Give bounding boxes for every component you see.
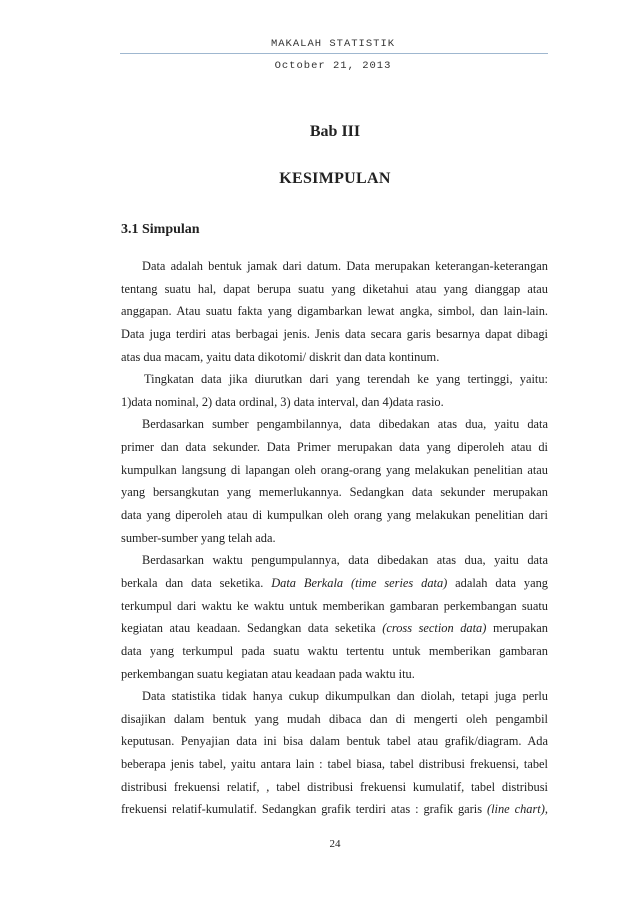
text-run: berkala dan data seketika. <box>121 575 272 590</box>
text-line: atas dua macam, yaitu data dikotomi/ diskrit dan data kontinum. <box>121 349 440 364</box>
text-run: adalah data yang <box>447 575 548 590</box>
chapter-title: KESIMPULAN <box>279 170 391 187</box>
running-header-title: MAKALAH STATISTIK <box>270 38 396 50</box>
italic-term: Data Berkala (time series data) <box>271 575 448 590</box>
header-rule <box>120 53 548 54</box>
italic-term: (line chart) <box>486 802 545 817</box>
italic-term: (cross section data) <box>382 621 487 636</box>
text-line: Tingkatan data jika diurutkan dari yang terendah ke yang tertinggi, yaitu: <box>144 372 548 387</box>
text-run: frekuensi relatif-kumulatif. Sedangkan grafik terdiri atas : grafik garis <box>121 802 487 817</box>
text-line <box>121 617 548 640</box>
running-header-date: October 21, 2013 <box>274 60 392 72</box>
text-line: 1)data nominal, 2) data ordinal, 3) data interval, dan 4)data rasio. <box>121 394 444 409</box>
text-line: Data statistika tidak hanya cukup dikumpulkan dan diolah, tetapi juga perlu <box>142 689 548 704</box>
text-line: data yang terkumpul pada suatu waktu tertentu untuk memberikan gambaran <box>121 643 548 658</box>
section-heading: 3.1 Simpulan <box>121 222 200 237</box>
text-line: beberapa jenis tabel, yaitu antara lain : tabel biasa, tabel distribusi frekuensi, tabel <box>121 757 548 772</box>
text-line: sumber-sumber yang telah ada. <box>121 530 276 545</box>
text-line: Berdasarkan sumber pengambilannya, data dibedakan atas dua, yaitu data <box>142 417 548 432</box>
body-text <box>121 255 548 821</box>
text-run: merupakan <box>486 621 548 636</box>
text-line <box>121 798 548 821</box>
text-line <box>121 572 548 595</box>
text-line: yang bersangkutan yang memerlukannya. Sedangkan data sekunder merupakan <box>121 485 548 500</box>
chapter-number: Bab III <box>309 123 361 140</box>
text-line: disajikan dalam bentuk yang mudah dibaca dan di mengerti oleh pengambil <box>121 711 548 726</box>
text-line: Data juga terdiri atas berbagai jenis. Jenis data secara garis besarnya dapat dibagi <box>121 326 548 341</box>
text-line: primer dan data sekunder. Data Primer merupakan data yang diperoleh atau di <box>121 440 548 455</box>
text-run: , <box>544 802 548 817</box>
text-line: kumpulkan langsung di lapangan oleh orang-orang yang melakukan penelitian atau <box>121 462 548 477</box>
text-line: distribusi frekuensi relatif, , tabel distribusi frekuensi kumulatif, tabel distribusi <box>121 779 548 794</box>
page-number: 24 <box>329 838 341 850</box>
text-line: keputusan. Penyajian data ini bisa dalam bentuk tabel atau grafik/diagram. Ada <box>121 734 548 749</box>
text-line: Data adalah bentuk jamak dari datum. Data merupakan keterangan-keterangan <box>142 259 548 273</box>
text-line: tentang suatu hal, dapat berupa suatu yang diketahui atau yang dianggap atau <box>121 281 548 296</box>
text-line: anggapan. Atau suatu fakta yang digambarkan lewat angka, simbol, dan lain-lain. <box>121 304 548 319</box>
text-run: kegiatan atau keadaan. Sedangkan data seketika <box>121 621 383 636</box>
text-line: perkembangan suatu kegiatan atau keadaan pada waktu itu. <box>121 666 415 681</box>
text-line: data yang diperoleh atau di kumpulkan oleh orang yang melakukan penelitian dari <box>121 508 548 523</box>
text-line: Berdasarkan waktu pengumpulannya, data dibedakan atas dua, yaitu data <box>142 553 548 568</box>
text-line: terkumpul dari waktu ke waktu untuk memberikan gambaran perkembangan suatu <box>121 598 548 613</box>
